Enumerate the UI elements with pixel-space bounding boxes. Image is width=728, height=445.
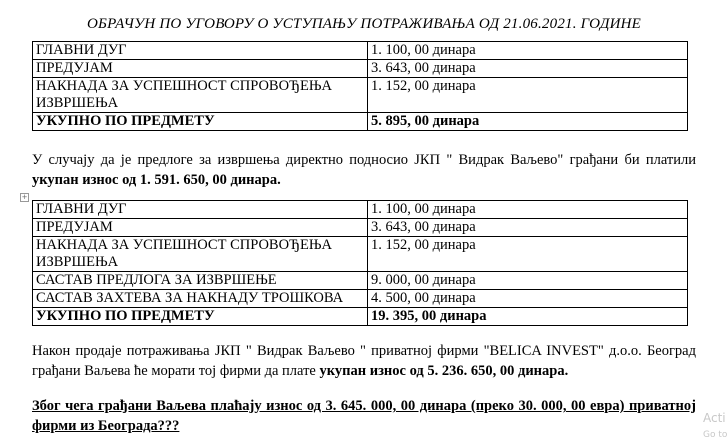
row-value: 9. 000, 00 динара	[368, 272, 688, 290]
table-row	[33, 42, 688, 60]
paragraph-direct-filing	[32, 150, 696, 190]
paragraph-bold-amount: укупан износ од 5. 236. 650, 00 динара.	[319, 363, 569, 379]
table-move-handle-icon[interactable]: +	[21, 193, 28, 201]
row-value: 1. 152, 00 динара	[368, 237, 688, 272]
row-label: ПРЕДУЈАМ	[33, 219, 368, 237]
paragraph-after-sale	[32, 341, 696, 381]
table-row	[33, 272, 688, 290]
row-label: НАКНАДА ЗА УСПЕШНОСТ СПРОВОЂЕЊА ИЗВРШЕЊА	[33, 78, 368, 113]
total-label: УКУПНО ПО ПРЕДМЕТУ	[33, 113, 368, 131]
row-value: 1. 100, 00 динара	[368, 42, 688, 60]
row-label: ГЛАВНИ ДУГ	[33, 42, 368, 60]
total-row	[33, 308, 688, 326]
total-label: УКУПНО ПО ПРЕДМЕТУ	[33, 308, 368, 326]
paragraph-text: Након продаје потраживања ЈКП " Видрак Ваљево " приватној фирми "BELICA INVEST" д.о.о. Београд грађани Ваљева ће морати тој фирми да плате	[32, 343, 696, 379]
row-label: САСТАВ ПРЕДЛОГА ЗА ИЗВРШЕЊЕ	[33, 272, 368, 290]
activation-watermark-line1: Acti	[703, 411, 726, 425]
table-row	[33, 219, 688, 237]
row-value: 1. 152, 00 динара	[368, 78, 688, 113]
calculation-table-2	[32, 200, 688, 326]
row-value: 1. 100, 00 динара	[368, 201, 688, 219]
row-label: ПРЕДУЈАМ	[33, 60, 368, 78]
total-value: 19. 395, 00 динара	[368, 308, 688, 326]
table-row	[33, 78, 688, 113]
row-value: 3. 643, 00 динара	[368, 219, 688, 237]
activation-watermark-line2: Go to	[703, 430, 728, 440]
table-row	[33, 237, 688, 272]
calculation-table-1	[32, 41, 688, 131]
paragraph-question: Због чега грађани Ваљева плаћају износ од 3. 645. 000, 00 динара (преко 30. 000, 00 евра) приватној фирми из Београда???	[32, 398, 696, 434]
total-value: 5. 895, 00 динара	[368, 113, 688, 131]
total-row	[33, 113, 688, 131]
row-value: 4. 500, 00 динара	[368, 290, 688, 308]
document-title: ОБРАЧУН ПО УГОВОРУ О УСТУПАЊУ ПОТРАЖИВАЊА ОД 21.06.2021. ГОДИНЕ	[86, 16, 641, 32]
table-row	[33, 290, 688, 308]
paragraph-text: У случају да је предлоге за извршења директно подносио ЈКП " Видрак Ваљево" грађани би платили	[32, 152, 696, 168]
table-row	[33, 60, 688, 78]
table-row	[33, 201, 688, 219]
row-value: 3. 643, 00 динара	[368, 60, 688, 78]
paragraph-bold-amount: укупан износ од 1. 591. 650, 00 динара.	[32, 172, 281, 188]
row-label: ГЛАВНИ ДУГ	[33, 201, 368, 219]
row-label: САСТАВ ЗАХТЕВА ЗА НАКНАДУ ТРОШКОВА	[33, 290, 368, 308]
row-label: НАКНАДА ЗА УСПЕШНОСТ СПРОВОЂЕЊА ИЗВРШЕЊА	[33, 237, 368, 272]
